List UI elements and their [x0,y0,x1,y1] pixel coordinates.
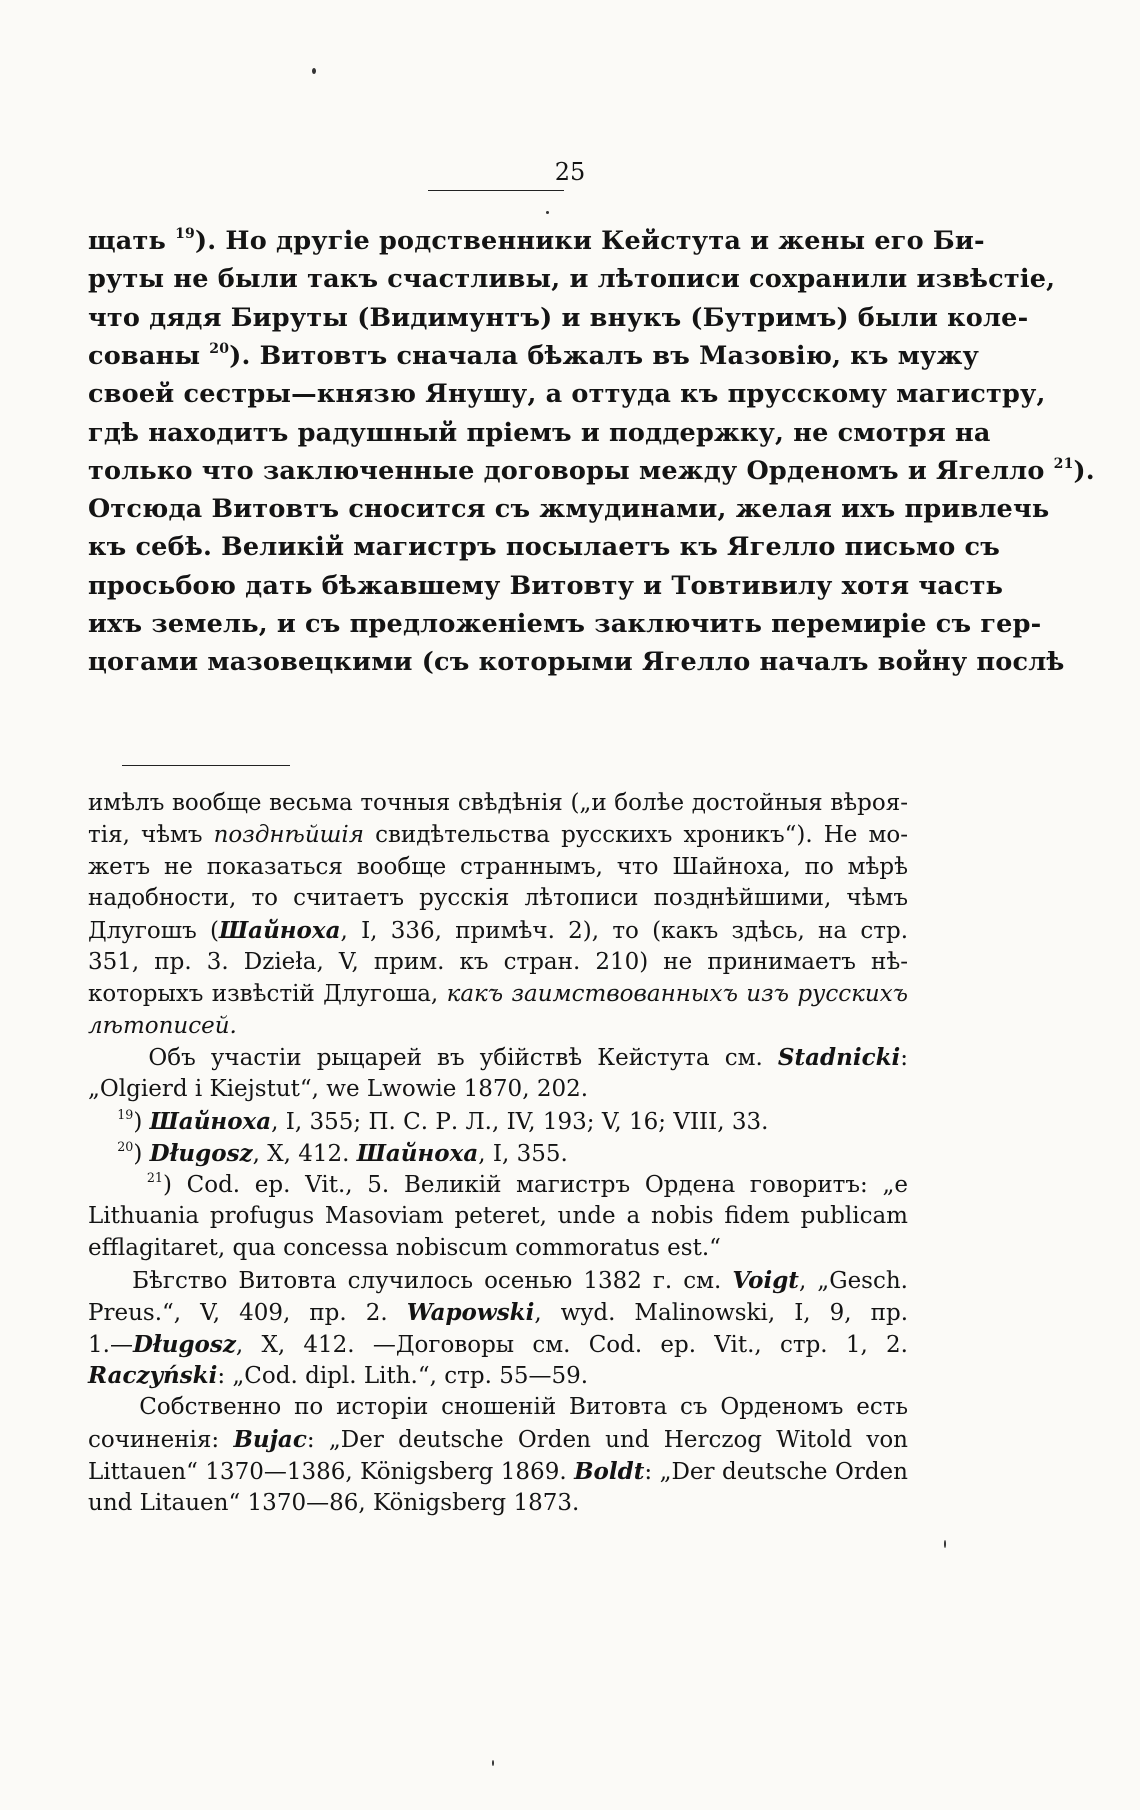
text-run: : [900,1045,908,1072]
text-run: лѣтописей. [88,1012,237,1039]
text-run: Stadnicki [777,1044,901,1072]
text-run: тія, чѣмъ [88,821,214,848]
footnote-line [88,1394,908,1420]
text-run: Boldt [574,1457,645,1485]
footnote-ref: 20 [117,1138,134,1154]
text-run: Bujac [233,1426,307,1453]
text-line [88,609,1042,639]
text-run: свидѣтельства русскихъ хроникъ“). Не мо- [364,821,908,848]
text-run: Preus.“, V, 409, пр. 2. [88,1299,407,1326]
text-line [88,494,1050,525]
text-run: Wapowski [406,1298,535,1326]
footnote-ref: 20 [209,340,230,357]
text-run: ). Витовтъ сначала бѣжалъ въ Мазовію, къ мужу [229,340,980,371]
text-run: „Olgierd i Kiejstut“, we Lwowie 1870, 202. [88,1076,589,1103]
text-run: Littauen“ 1370—1386, Königsberg 1869. [88,1458,575,1485]
text-line [88,455,1095,486]
text-run [88,1141,117,1167]
text-run: ихъ земель, и съ предложеніемъ заключить перемиріе съ гер- [88,609,1042,639]
text-run: Объ участіи рыцарей въ убійствѣ Кейстута см. [88,1045,778,1072]
footnote-line [88,1299,908,1326]
text-line [88,417,991,448]
text-run: ) [133,1109,150,1135]
footnote-ref: 19 [117,1106,134,1122]
text-run: Raczyński [88,1362,218,1390]
text-run: которыхъ извѣстій Длугоша, [88,980,447,1007]
text-run: , I, 336, примѣч. 2), то (какъ здѣсь, на стр. [340,918,908,945]
text-run: 351, пр. 3. Dzieła, V, прим. къ стран. 210) не принимаетъ нѣ- [88,949,908,975]
text-run: ) Cod. ep. Vit., 5. Великій магистръ Ордена говоритъ: „e [162,1171,909,1198]
footnote-separator [122,765,290,766]
text-run: , „Gesch. [798,1268,908,1294]
text-run: гдѣ находитъ радушный пріемъ и поддержку, не смотря на [88,417,991,448]
footnote-line [88,822,908,848]
text-run: , I, 355. [478,1140,568,1167]
text-run [88,1109,117,1135]
text-line [88,532,1000,563]
footnote-line [88,1267,908,1294]
footnote-line [88,1013,908,1039]
text-run: своей сестры—князю Янушу, а оттуда къ прусскому магистру, [88,379,1046,410]
text-run: , X, 412. [252,1140,357,1167]
footnote-ref: 21 [1053,455,1074,472]
footnote-line [88,1426,908,1453]
header-rule [428,190,564,191]
footnote-line [88,1140,908,1167]
text-line [88,264,1056,295]
page-number: 25 [554,158,586,186]
paper-speck [492,1760,494,1766]
text-run: 1.— [88,1331,133,1358]
text-run: Voigt [732,1267,799,1294]
footnote-line [88,1362,908,1389]
footnote-line [88,1490,908,1516]
text-run: Długosz [132,1330,236,1358]
text-run: жетъ не показаться вообще страннымъ, что Шайноха, по мѣрѣ [88,853,908,880]
text-run: сочиненія: [88,1427,234,1453]
footnote-line [88,1169,909,1198]
text-run: , X, 412. —Договоры см. Cod. ep. Vit., стр. 1, 2. [235,1331,908,1358]
text-run: имѣлъ вообще весьма точныя свѣдѣнія („и болѣе достойныя вѣроя- [88,790,908,816]
footnote-line [88,1458,908,1485]
text-line [88,302,1029,333]
text-line [88,647,1065,678]
text-run: цогами мазовецкими (съ которыми Ягелло началъ войну послѣ [88,647,1065,678]
text-run: какъ заимствованныхъ изъ русскихъ [446,980,908,1007]
text-run: und Litauen“ 1370—86, Königsberg 1873. [88,1489,580,1516]
footnote-ref: 19 [175,225,196,242]
footnote-line [88,1331,908,1358]
text-run: ) [133,1140,150,1167]
text-run: просьбою дать бѣжавшему Витовту и Товтивилу хотя часть [88,570,1004,601]
footnote-line [88,981,908,1007]
text-run: только что заключенные договоры между Орденомъ и Ягелло [88,455,1054,486]
text-run: Собственно по исторіи сношеній Витовта съ Орденомъ есть [88,1394,908,1421]
footnote-line [88,949,908,975]
text-run: Длугошъ ( [88,918,219,945]
text-run: Lithuania profugus Masoviam peteret, unde a nobis fidem publicam [88,1203,908,1230]
footnote-line [88,790,908,816]
text-line [88,225,985,256]
text-run: Шайноха [149,1108,272,1135]
footnote-line [88,1044,908,1071]
paper-speck [944,1540,946,1548]
text-run: : „Der deutsche Orden und Herczog Witold von [306,1427,908,1453]
text-run: что дядя Бируты (Видимунтъ) и внукъ (Бутримъ) были коле- [88,302,1029,333]
text-run: ). Но другіе родственники Кейстута и жены его Би- [195,226,985,256]
text-line [88,340,980,371]
text-run: : „Der deutsche Orden [644,1458,908,1485]
text-line [88,570,1004,601]
text-run: , wyd. Malinowski, I, 9, пр. [534,1299,908,1326]
footnote-line [88,1076,908,1102]
footnote-line [88,1108,908,1135]
text-run: позднѣйшія [213,821,365,848]
footnote-line [88,1235,908,1261]
paper-speck [312,68,316,74]
footnote-line [88,1203,908,1229]
text-run: надобности, то считаетъ русскія лѣтописи позднѣйшими, чѣмъ [88,885,908,912]
text-run: Шайноха [356,1139,479,1167]
text-run: : „Cod. dipl. Lith.“, стр. 55—59. [217,1363,589,1390]
text-line [88,379,1046,410]
text-run: къ себѣ. Великій магистръ посылаетъ къ Ягелло письмо съ [88,532,1000,563]
text-run [88,1172,147,1198]
footnote-line [88,885,908,911]
text-run: Бѣгство Витовта случилось осенью 1382 г. см. [88,1268,733,1294]
text-run: руты не были такъ счастливы, и лѣтописи сохранили извѣстіе, [88,264,1056,295]
footnote-ref: 21 [146,1169,163,1185]
text-run: ). [1073,455,1095,486]
text-run: Отсюда Витовтъ сносится съ жмудинами, желая ихъ привлечь [88,494,1050,525]
text-run: Długosz [149,1139,253,1167]
footnote-line [88,917,908,944]
text-run: щать [88,226,176,256]
text-run: Шайноха [219,917,341,945]
text-run: сованы [88,340,210,371]
paper-speck [546,211,549,214]
text-run: , I, 355; П. С. Р. Л., IV, 193; V, 16; VIII, 33. [271,1109,769,1135]
text-run: efflagitaret, qua concessa nobiscum commoratus est.“ [88,1235,721,1262]
footnote-line [88,854,908,880]
